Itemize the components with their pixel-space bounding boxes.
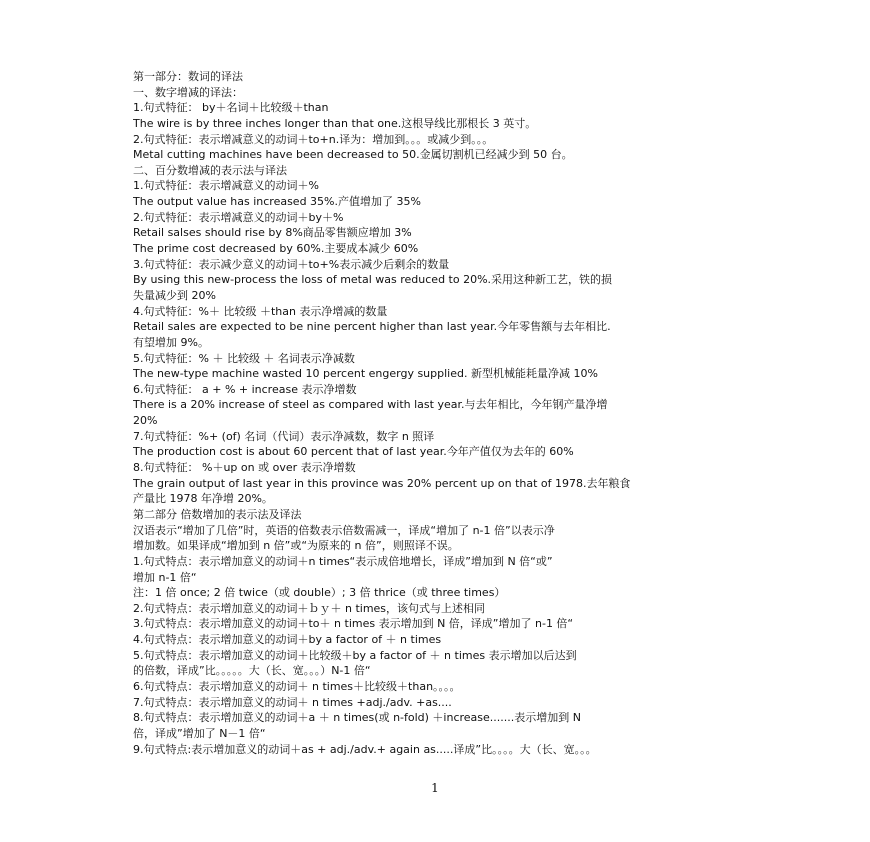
text-line: 5.句式特点：表示增加意义的动词＋比较级＋by a factor of ＋ n times 表示增加以后达到 <box>133 648 577 662</box>
text-line: The grain output of last year in this province was 20% percent up on that of 1978.去年粮食 <box>133 476 631 490</box>
text-line: 7.句式特点：表示增加意义的动词＋ n times +adj./adv. +as.... <box>133 695 452 709</box>
text-line: 4.句式特点：表示增加意义的动词＋by a factor of ＋ n times <box>133 633 442 647</box>
text-line: 8.句式特征： %＋up on 或 over 表示净增数 <box>133 461 356 475</box>
text-line: 增加数。如果译成“增加到 n 倍”或“为原来的 n 倍”，则照译不误。 <box>133 539 459 553</box>
text-line: Metal cutting machines have been decreased to 50.金属切割机已经减少到 50 台。 <box>133 148 573 162</box>
text-line: Retail salses should rise by 8%商品零售额应增加 3% <box>133 226 412 240</box>
text-line: By using this new-process the loss of metal was reduced to 20%.采用这种新工艺，铁的损 <box>133 273 613 287</box>
text-line: 2.句式特征：表示增减意义的动词＋to+n.译为：增加到。。。或减少到。。。 <box>133 132 494 146</box>
text-line: 二、百分数增减的表示法与译法 <box>133 163 287 177</box>
text-line: 第二部分 倍数增加的表示法及译法 <box>133 507 302 521</box>
text-line: The prime cost decreased by 60%.主要成本减少 60% <box>133 242 419 256</box>
text-line: 有望增加 9%。 <box>133 335 209 349</box>
text-line: The new-type machine wasted 10 percent engergy supplied. 新型机械能耗量净减 10% <box>133 367 598 381</box>
page-number: 1 <box>431 781 439 795</box>
document-body <box>133 69 745 757</box>
text-line: 1.句式特征： by＋名词＋比较级＋than <box>133 101 329 115</box>
text-line: 一、数字增减的译法： <box>133 85 243 99</box>
text-line: 7.句式特征：%+ (of) 名词（代词）表示净减数，数字 n 照译 <box>133 429 435 443</box>
text-line: 2.句式特征：表示增减意义的动词＋by＋% <box>133 210 344 224</box>
text-line: 增加 n-1 倍“ <box>133 570 197 584</box>
text-line: The output value has increased 35%.产值增加了 35% <box>133 195 421 209</box>
text-line: 8.句式特点：表示增加意义的动词＋a ＋ n times(或 n-fold) ＋increase.......表示增加到 N <box>133 711 582 725</box>
text-line: 5.句式特征：% ＋ 比较级 ＋ 名词表示净减数 <box>133 351 355 365</box>
text-line: The wire is by three inches longer than that one.这根导线比那根长 3 英寸。 <box>133 116 537 130</box>
text-line: 的倍数，译成”比。。。。。大（长、宽。。。）N-1 倍“ <box>133 664 371 678</box>
text-line: 3.句式特征：表示减少意义的动词＋to+%表示减少后剩余的数量 <box>133 257 450 271</box>
text-line: 注：1 倍 once; 2 倍 twice（或 double）; 3 倍 thrice（或 three times） <box>133 586 506 600</box>
text-line: The production cost is about 60 percent that of last year.今年产值仅为去年的 60% <box>133 445 574 459</box>
text-line: 汉语表示“增加了几倍”时，英语的倍数表示倍数需减一，译成“增加了 n-1 倍”以表示净 <box>133 523 555 537</box>
text-line: 1.句式特点：表示增加意义的动词＋n times“表示成倍地增长，译成”增加到 N 倍“或” <box>133 554 553 568</box>
text-line: 2.句式特点：表示增加意义的动词＋ｂｙ＋ n times，该句式与上述相同 <box>133 601 486 615</box>
text-line: 3.句式特点：表示增加意义的动词＋to＋ n times 表示增加到 N 倍，译成”增加了 n-1 倍“ <box>133 617 574 631</box>
text-line: 1.句式特征：表示增减意义的动词＋% <box>133 179 319 193</box>
text-line: 第一部分：数词的译法 <box>133 70 243 83</box>
text-line: 产量比 1978 年净增 20%。 <box>133 492 273 506</box>
text-line: 6.句式特点：表示增加意义的动词＋ n times＋比较级＋than。。。。 <box>133 679 461 693</box>
text-line: Retail sales are expected to be nine percent higher than last year.今年零售额与去年相比. <box>133 320 611 334</box>
text-line: 20% <box>133 414 158 428</box>
text-line: There is a 20% increase of steel as compared with last year.与去年相比，今年钢产量净增 <box>133 398 608 412</box>
text-line: 4.句式特征：%＋ 比较级 ＋than 表示净增减的数量 <box>133 304 388 318</box>
text-line: 6.句式特征： a + % + increase 表示净增数 <box>133 382 357 396</box>
text-line: 9.句式特点:表示增加意义的动词＋as + adj./adv.+ again as.....译成”比。。。。大（长、宽。。。 <box>133 742 597 756</box>
text-line: 失量减少到 20% <box>133 288 216 302</box>
text-line: 倍，译成”增加了 N－1 倍“ <box>133 726 266 740</box>
